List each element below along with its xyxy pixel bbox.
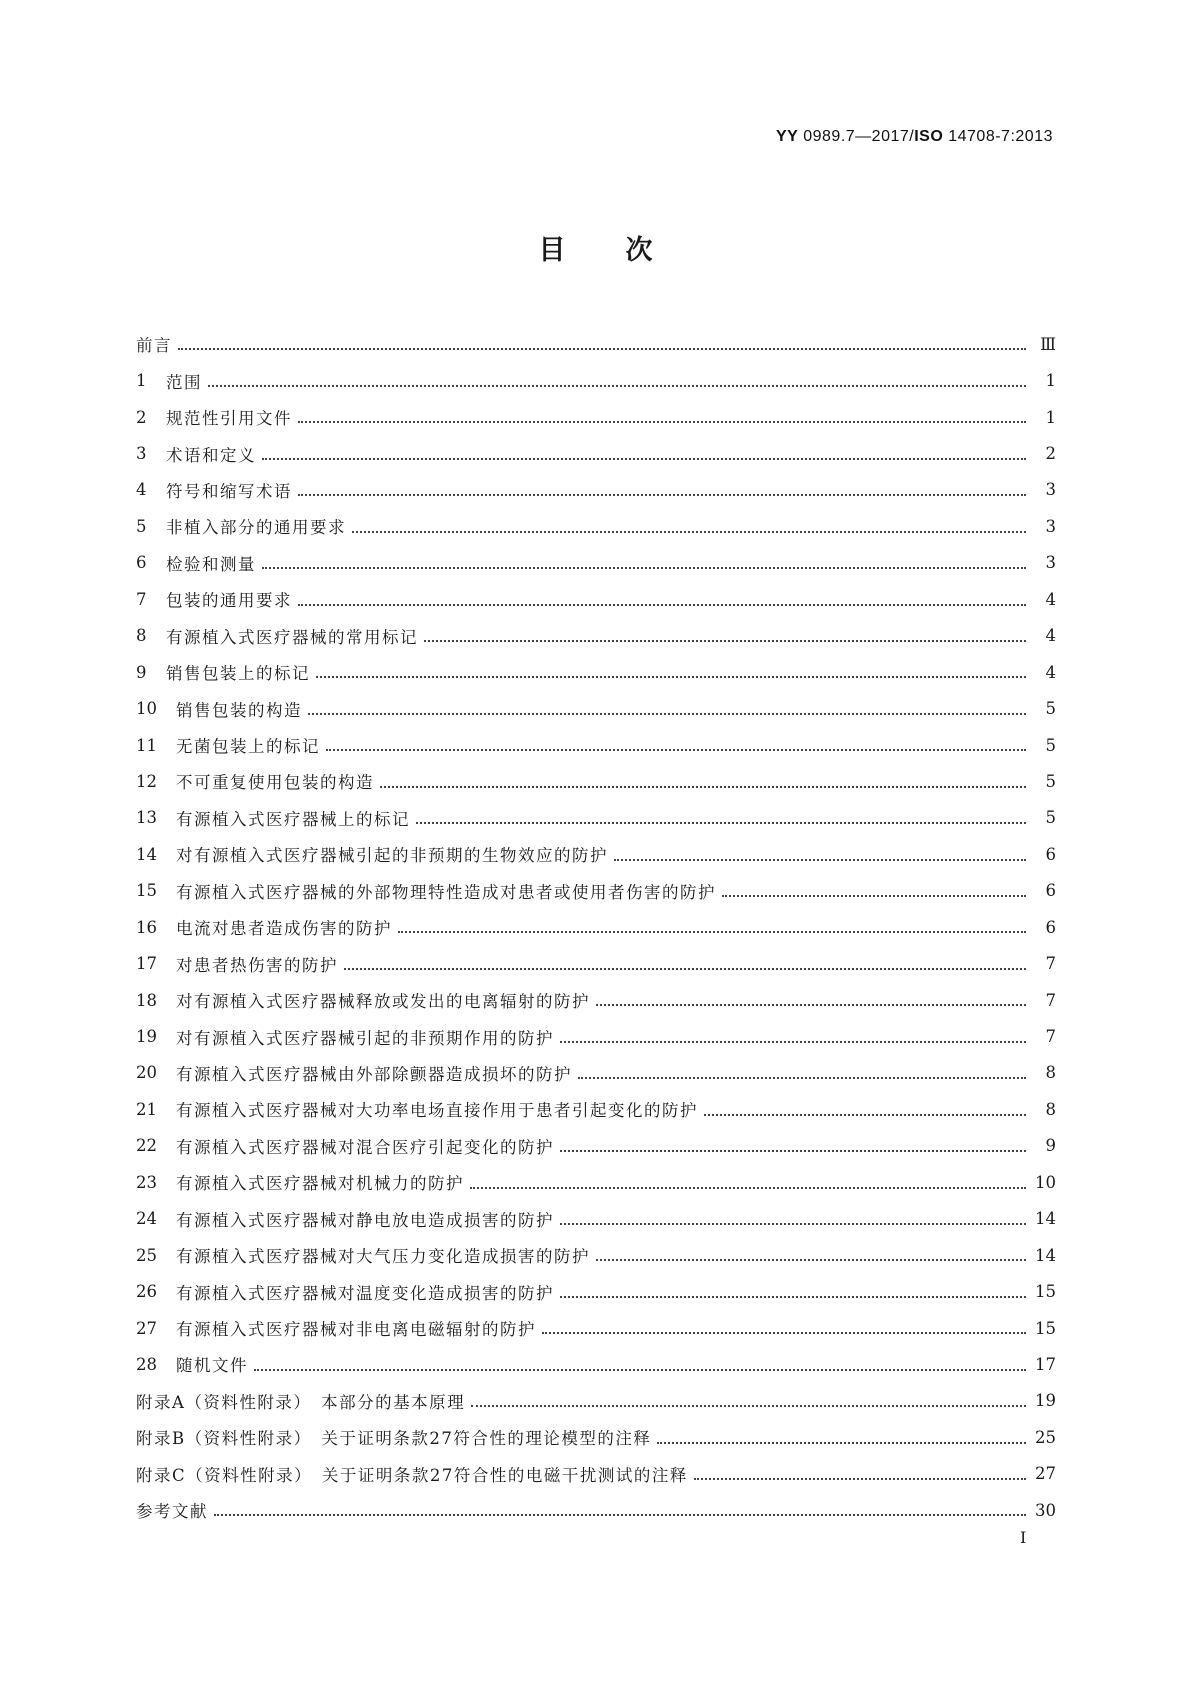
toc-entry-page: 6: [1045, 881, 1056, 901]
toc-entry-number: 19: [136, 1027, 157, 1047]
toc-entry-number: 14: [136, 844, 157, 864]
toc-entry-label: 前言: [136, 336, 172, 356]
toc-leader-dots: [596, 1243, 1026, 1262]
toc-entry-number: 7: [136, 589, 147, 609]
toc-entry[interactable]: [136, 1419, 1056, 1455]
toc-leader-dots: [178, 332, 1026, 351]
toc-entry-label: 对患者热伤害的防护: [176, 955, 338, 975]
toc-entry-page: 1: [1045, 371, 1056, 391]
toc-leader-dots: [560, 1134, 1026, 1153]
page-number: I: [1020, 1528, 1027, 1547]
toc-entry[interactable]: [136, 545, 1056, 581]
toc-entry[interactable]: [136, 1310, 1056, 1346]
toc-entry-page: 27: [1035, 1464, 1056, 1484]
toc-entry[interactable]: [136, 1383, 1056, 1419]
toc-entry[interactable]: [136, 1018, 1056, 1054]
toc-entry-number: 12: [136, 771, 157, 791]
toc-entry[interactable]: [136, 1237, 1056, 1273]
toc-entry-page: 4: [1045, 626, 1056, 646]
toc-leader-dots: [308, 696, 1026, 715]
toc-entry-label: 有源植入式医疗器械对大气压力变化造成损害的防护: [176, 1247, 590, 1267]
toc-entry[interactable]: [136, 800, 1056, 836]
toc-entry-number: 20: [136, 1063, 157, 1083]
toc-entry-number: 26: [136, 1282, 157, 1302]
toc-leader-dots: [704, 1097, 1026, 1116]
toc-leader-dots: [254, 1352, 1026, 1371]
toc-entry-label: 有源植入式医疗器械对大功率电场直接作用于患者引起变化的防护: [176, 1101, 698, 1121]
toc-entry-number: 18: [136, 990, 157, 1010]
toc-leader-dots: [316, 660, 1026, 679]
toc-entry-page: 7: [1045, 954, 1056, 974]
toc-entry[interactable]: [136, 618, 1056, 654]
toc-entry-label: 销售包装的构造: [176, 700, 302, 720]
toc-leader-dots: [470, 1170, 1026, 1189]
toc-leader-dots: [596, 988, 1026, 1007]
toc-entry-label: 有源植入式医疗器械的外部物理特性造成对患者或使用者伤害的防护: [176, 882, 716, 902]
toc-entry[interactable]: [136, 362, 1056, 398]
toc-entry[interactable]: [136, 472, 1056, 508]
toc-entry-page: 30: [1035, 1500, 1056, 1520]
toc-entry-page: 15: [1035, 1318, 1056, 1338]
toc-leader-dots: [214, 1498, 1026, 1517]
toc-entry-number: 6: [136, 553, 147, 573]
toc-entry-page: 5: [1045, 808, 1056, 828]
toc-entry-number: 9: [136, 662, 147, 682]
toc-entry-label: 非植入部分的通用要求: [166, 518, 346, 538]
toc-entry-page: 4: [1045, 589, 1056, 609]
toc-entry[interactable]: [136, 1456, 1056, 1492]
toc-leader-dots: [208, 368, 1026, 387]
toc-entry[interactable]: [136, 1128, 1056, 1164]
toc-leader-dots: [578, 1061, 1026, 1080]
toc-entry-number: 16: [136, 917, 157, 937]
toc-entry-label: 包装的通用要求: [166, 591, 292, 611]
toc-entry-label: 无菌包装上的标记: [176, 737, 320, 757]
toc-entry[interactable]: [136, 1091, 1056, 1127]
toc-entry-number: 24: [136, 1209, 157, 1229]
toc-entry-label: 有源植入式医疗器械上的标记: [176, 809, 410, 829]
toc-leader-dots: [298, 587, 1026, 606]
toc-entry-label: 对有源植入式医疗器械释放或发出的电离辐射的防护: [176, 992, 590, 1012]
toc-entry-number: 22: [136, 1136, 157, 1156]
toc-entry-label: 术语和定义: [166, 445, 256, 465]
toc-leader-dots: [657, 1425, 1026, 1444]
toc-entry-label: 有源植入式医疗器械对混合医疗引起变化的防护: [176, 1137, 554, 1157]
toc-entry-label: 对有源植入式医疗器械引起的非预期的生物效应的防护: [176, 846, 608, 866]
toc-entry-page: 5: [1045, 771, 1056, 791]
toc-entry-label: 随机文件: [176, 1356, 248, 1376]
toc-leader-dots: [542, 1316, 1026, 1335]
toc-entry-label: 销售包装上的标记: [166, 664, 310, 684]
toc-entry[interactable]: [136, 1492, 1056, 1528]
toc-leader-dots: [262, 441, 1026, 460]
toc-entry-label: 参考文献: [136, 1502, 208, 1522]
toc-entry[interactable]: [136, 399, 1056, 435]
toc-entry-number: 8: [136, 626, 147, 646]
toc-entry-page: 25: [1035, 1427, 1056, 1447]
toc-entry-number: 3: [136, 444, 147, 464]
toc-entry-page: 9: [1045, 1136, 1056, 1156]
toc-entry-page: 15: [1035, 1282, 1056, 1302]
toc-leader-dots: [416, 806, 1026, 825]
toc-entry-page: 8: [1045, 1063, 1056, 1083]
toc-entry-label: 有源植入式医疗器械的常用标记: [166, 627, 418, 647]
toc-leader-dots: [352, 514, 1026, 533]
iso-prefix: ISO: [914, 128, 944, 145]
toc-entry[interactable]: [136, 763, 1056, 799]
toc-entry-page: 2: [1045, 444, 1056, 464]
toc-leader-dots: [298, 478, 1026, 497]
toc-entry-page: 5: [1045, 699, 1056, 719]
toc-leader-dots: [380, 769, 1026, 788]
toc-entry-page: 3: [1045, 480, 1056, 500]
toc-entry-label: 有源植入式医疗器械对机械力的防护: [176, 1174, 464, 1194]
std-prefix: YY: [775, 128, 799, 145]
toc-leader-dots: [262, 551, 1026, 570]
toc-entry[interactable]: [136, 873, 1056, 909]
toc-entry[interactable]: [136, 836, 1056, 872]
toc-entry-number: 15: [136, 881, 157, 901]
toc-entry-page: 14: [1035, 1209, 1056, 1229]
toc-entry-page: Ⅲ: [1040, 334, 1056, 354]
toc-entry[interactable]: [136, 982, 1056, 1018]
toc-entry[interactable]: [136, 727, 1056, 763]
toc-entry-label: 符号和缩写术语: [166, 481, 292, 501]
toc-leader-dots: [298, 405, 1026, 424]
toc-entry-page: 4: [1045, 662, 1056, 682]
toc-entry[interactable]: [136, 326, 1056, 362]
toc-entry-number: 2: [136, 407, 147, 427]
toc-entry[interactable]: [136, 1055, 1056, 1091]
toc-entry-page: 1: [1045, 407, 1056, 427]
toc-entry[interactable]: [136, 945, 1056, 981]
toc-leader-dots: [398, 915, 1026, 934]
toc-entry-label: 规范性引用文件: [166, 409, 292, 429]
toc-entry-number: 10: [136, 699, 157, 719]
toc-entry[interactable]: [136, 435, 1056, 471]
toc-leader-dots: [694, 1462, 1026, 1481]
toc-entry[interactable]: [136, 1201, 1056, 1237]
toc-entry-page: 5: [1045, 735, 1056, 755]
toc-leader-dots: [614, 842, 1026, 861]
toc-entry-page: 10: [1035, 1172, 1056, 1192]
toc-entry[interactable]: [136, 508, 1056, 544]
toc-entry-label: 附录C（资料性附录） 关于证明条款27符合性的电磁干扰测试的注释: [136, 1465, 688, 1485]
iso-number: 14708-7:2013: [948, 128, 1053, 145]
toc-entry-number: 23: [136, 1172, 157, 1192]
toc-entry[interactable]: [136, 1273, 1056, 1309]
toc-entry-label: 检验和测量: [166, 554, 256, 574]
standard-number: [776, 128, 1053, 146]
toc-entry-number: 13: [136, 808, 157, 828]
toc-entry-number: 4: [136, 480, 147, 500]
toc-leader-dots: [722, 879, 1026, 898]
toc-entry-page: 6: [1045, 844, 1056, 864]
toc-entry-number: 17: [136, 954, 157, 974]
toc-leader-dots: [560, 1279, 1026, 1298]
table-of-contents: [136, 326, 1056, 1528]
toc-entry-label: 附录A（资料性附录） 本部分的基本原理: [136, 1392, 466, 1412]
toc-entry-label: 有源植入式医疗器械对温度变化造成损害的防护: [176, 1283, 554, 1303]
toc-entry[interactable]: [136, 1346, 1056, 1382]
toc-leader-dots: [424, 623, 1026, 642]
toc-entry[interactable]: [136, 690, 1056, 726]
toc-leader-dots: [560, 1024, 1026, 1043]
toc-entry-page: 17: [1035, 1354, 1056, 1374]
toc-entry-label: 范围: [166, 372, 202, 392]
toc-entry-number: 28: [136, 1354, 157, 1374]
toc-entry-label: 附录B（资料性附录） 关于证明条款27符合性的理论模型的注释: [136, 1429, 652, 1449]
toc-entry[interactable]: [136, 581, 1056, 617]
toc-entry[interactable]: [136, 1164, 1056, 1200]
toc-entry-page: 3: [1045, 516, 1056, 536]
toc-entry-label: 不可重复使用包装的构造: [176, 773, 374, 793]
toc-leader-dots: [560, 1206, 1026, 1225]
page-title: 目次: [538, 235, 713, 266]
toc-entry[interactable]: [136, 909, 1056, 945]
toc-entry-label: 有源植入式医疗器械对非电离电磁辐射的防护: [176, 1320, 536, 1340]
toc-entry-label: 有源植入式医疗器械由外部除颤器造成损坏的防护: [176, 1064, 572, 1084]
toc-entry-page: 14: [1035, 1245, 1056, 1265]
toc-entry[interactable]: [136, 654, 1056, 690]
toc-entry-number: 1: [136, 371, 147, 391]
toc-entry-number: 25: [136, 1245, 157, 1265]
toc-entry-number: 11: [136, 735, 157, 755]
std-number: 0989.7—2017/: [803, 128, 915, 145]
toc-entry-number: 5: [136, 516, 147, 536]
toc-entry-page: 8: [1045, 1099, 1056, 1119]
toc-entry-label: 电流对患者造成伤害的防护: [176, 919, 392, 939]
toc-entry-page: 7: [1045, 1027, 1056, 1047]
toc-entry-label: 对有源植入式医疗器械引起的非预期作用的防护: [176, 1028, 554, 1048]
toc-entry-number: 27: [136, 1318, 157, 1338]
toc-entry-label: 有源植入式医疗器械对静电放电造成损害的防护: [176, 1210, 554, 1230]
toc-leader-dots: [471, 1389, 1026, 1408]
toc-leader-dots: [344, 951, 1026, 970]
toc-entry-page: 7: [1045, 990, 1056, 1010]
toc-entry-page: 6: [1045, 917, 1056, 937]
toc-entry-page: 3: [1045, 553, 1056, 573]
toc-leader-dots: [326, 733, 1026, 752]
toc-entry-page: 19: [1035, 1391, 1056, 1411]
toc-entry-number: 21: [136, 1099, 157, 1119]
